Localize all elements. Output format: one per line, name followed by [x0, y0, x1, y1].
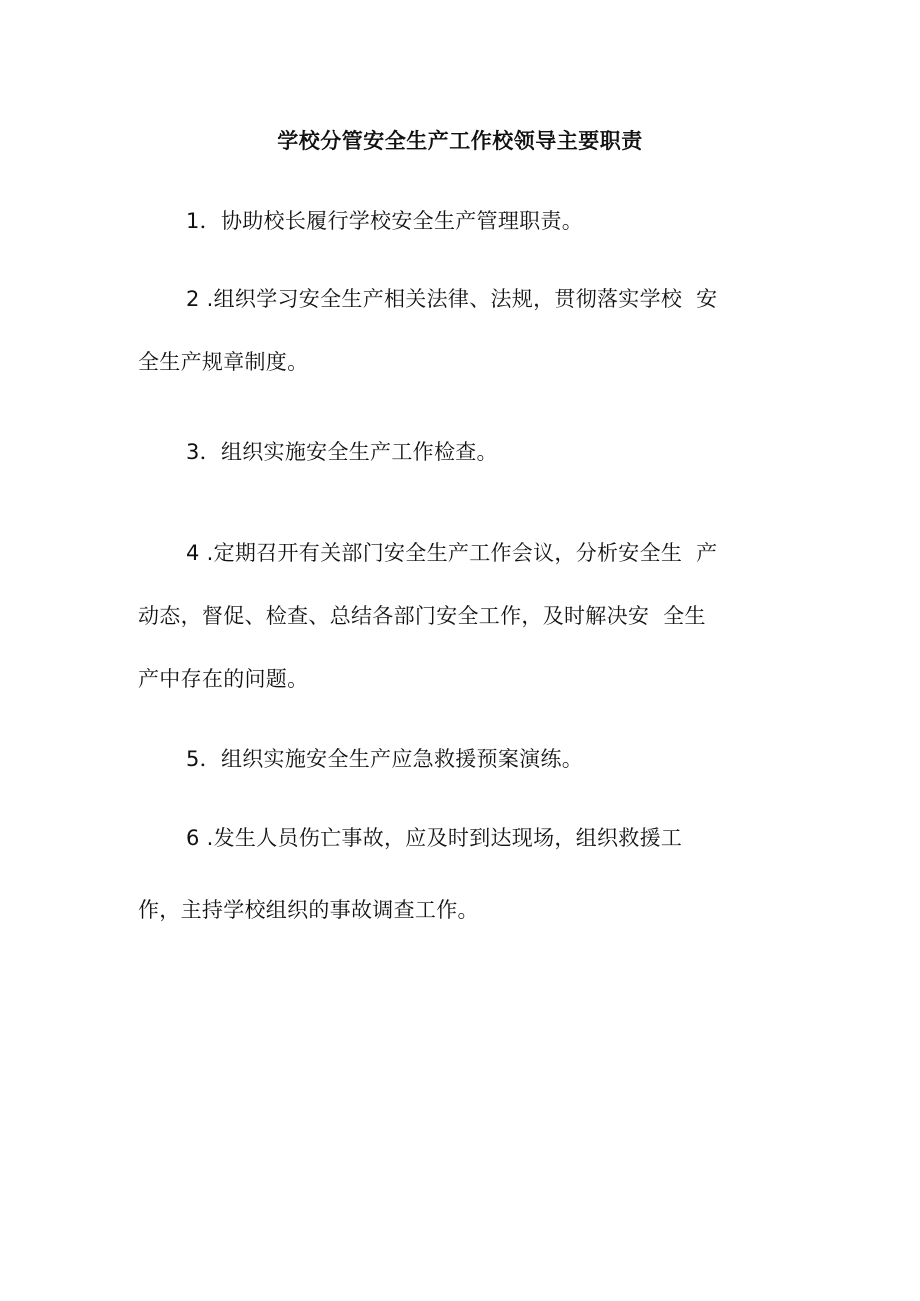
duty-item-6-line-2: 作，主持学校组织的事故调查工作。	[138, 898, 479, 922]
duty-item-2-line-2: 全生产规章制度。	[138, 350, 309, 374]
duty-item-3-line-1: 3．组织实施安全生产工作检查。	[186, 440, 498, 464]
duty-item-4-line-3: 产中存在的问题。	[138, 667, 309, 691]
duty-item-4-line-2: 动态，督促、检查、总结各部门安全工作，及时解决安 全生	[138, 604, 706, 628]
duty-item-2-line-1: 2 .组织学习安全生产相关法律、法规，贯彻落实学校 安	[186, 287, 718, 311]
duty-item-5-line-1: 5．组织实施安全生产应急救援预案演练。	[186, 747, 584, 771]
duty-item-1-line-1: 1．协助校长履行学校安全生产管理职责。	[186, 209, 584, 233]
duty-item-4-line-1: 4 .定期召开有关部门安全生产工作会议，分析安全生 产	[186, 541, 718, 565]
document-title: 学校分管安全生产工作校领导主要职责	[277, 129, 643, 153]
duty-item-6-line-1: 6 .发生人员伤亡事故，应及时到达现场，组织救援工	[186, 826, 683, 850]
